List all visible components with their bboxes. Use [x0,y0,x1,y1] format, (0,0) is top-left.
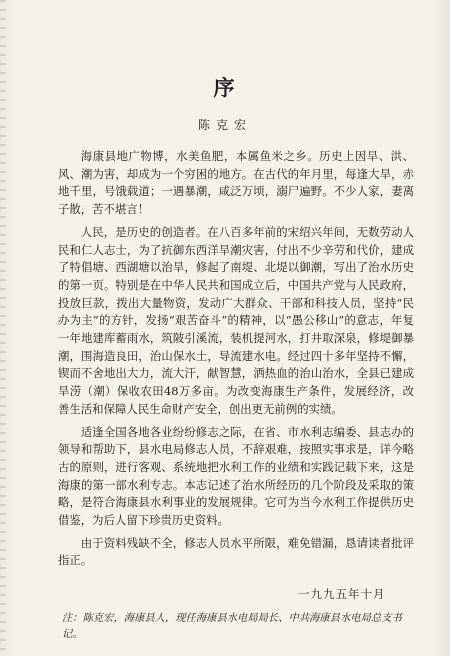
paragraph: 由于资料残缺不全，修志人员水平所限，难免错漏，恳请读者批评指正。 [58,535,414,568]
paragraph: 适逢全国各地各业纷纷修志之际，在省、市水利志编委、县志办的领导和帮助下，县水电局修志人员，不辞艰难，按照实事求是，详今略古的原则，进行客观、系统地把水利工作的业绩和实践记载下来，这是海康的第一部水利专志。本志记述了治水所经历的几个阶段及采取的策略，是符合海康县水利事业的发展规律。它可为当今水利工作提供历史借鉴，为后人留下珍贵历史资料。 [58,424,414,528]
page-title: 序 [213,75,237,100]
preface-body [58,148,414,575]
author-note: 注：陈克宏，海康县人，现任海康县水电局局长、中共海康县水电局总支书记。 [62,612,402,640]
paragraph: 人民，是历史的创造者。在八百多年前的宋绍兴年间，无数劳动人民和仁人志士，为了抗御东西洋旱潮灾害，付出不少辛劳和代价，建成了特倡塘、西湖塘以治旱，修起了南堤、北堤以御潮，写出了治水历史的第一页。特别是在中华人民共和国成立后，中国共产党与人民政府，投放巨款，拨出大量物资，发动广大群众、干部和科技人员，坚持“民办为主”的方针，发扬“艰苦奋斗”的精神，以“愚公移山”的意志，年复一年地建库蓄雨水，筑陂引溪流，装机提河水，打井取深泉，修堤御暴潮，围海造良田，治山保水土，导流建水电。经过四十多年坚持不懈，锲而不舍地出大力，流大汗，献智慧，洒热血的治山治水，全县已建成旱涝（潮）保收农田48万多亩。为改变海康生产条件，发展经济，改善生活和保障人民生命财产安全，创出更无前例的实绩。 [58,224,414,416]
author-name: 陈克宏 [197,118,252,132]
paragraph: 海康县地广物博，水美鱼肥，本属鱼米之乡。历史上因旱、洪、风、潮为害，却成为一个穷困的地方。在古代的年月里，每逢大旱，赤地千里，号饿载道；一遇暴潮，咸泛万顷，溺尸遍野。不少人家，妻离子散，苦不堪言！ [58,149,414,217]
signature-date: 一九九五年十月 [298,587,386,601]
